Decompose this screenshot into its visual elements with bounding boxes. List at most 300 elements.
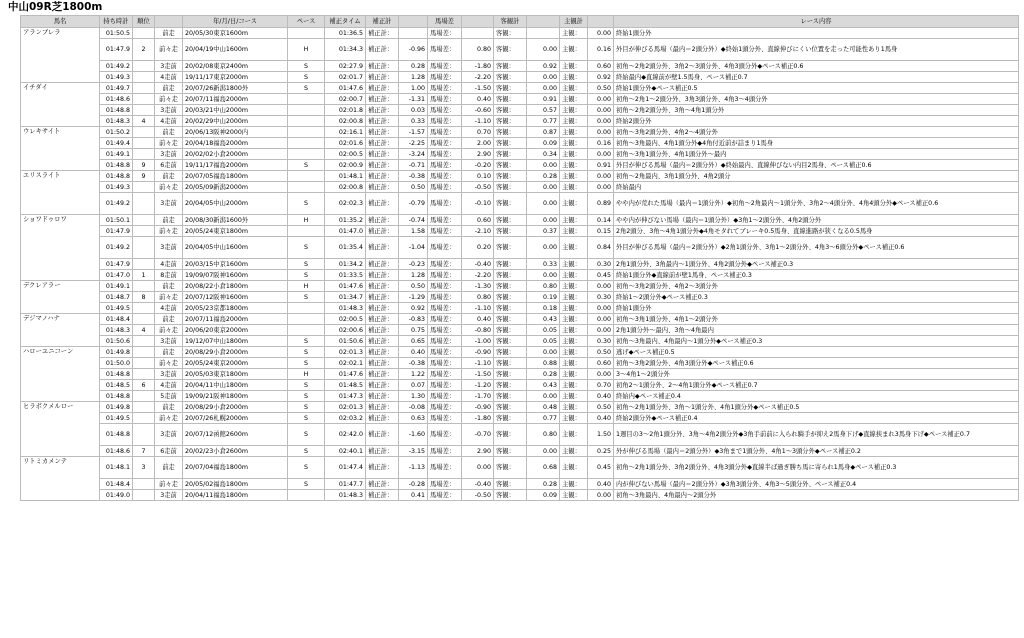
objective-label: 客観： <box>494 369 527 380</box>
track-diff-value <box>462 28 494 39</box>
race-time: 01:48.8 <box>100 391 133 402</box>
subjective-value: 0.45 <box>588 270 614 281</box>
correction-label: 補正計： <box>366 303 399 314</box>
objective-value: 0.91 <box>527 94 560 105</box>
subjective-label: 主観： <box>560 446 588 457</box>
corrected-time: 01:48.3 <box>325 490 366 501</box>
race-notes: 終始1〜2頭分外◆ペース補正0.3 <box>614 292 1019 303</box>
corrected-time: 01:48.5 <box>325 380 366 391</box>
objective-value: 0.00 <box>527 215 560 226</box>
track-diff-label: 馬場差： <box>428 138 462 149</box>
track-diff-label: 馬場差： <box>428 325 462 336</box>
track-diff-label: 馬場差： <box>428 303 462 314</box>
objective-label: 客観： <box>494 358 527 369</box>
objective-value: 0.05 <box>527 325 560 336</box>
race-order: 前々走 <box>155 226 183 237</box>
track-diff-label: 馬場差： <box>428 369 462 380</box>
table-row <box>21 215 1019 226</box>
subjective-value: 0.50 <box>588 402 614 413</box>
finish-rank <box>133 94 155 105</box>
table-row <box>21 39 1019 61</box>
objective-label: 客観： <box>494 281 527 292</box>
table-row <box>21 116 1019 127</box>
subjective-label: 主観： <box>560 138 588 149</box>
race-date-course: 20/04/11福島1800m <box>183 490 288 501</box>
correction-label: 補正計： <box>366 314 399 325</box>
race-notes: 1週目の3〜2角1頭分外、3角〜4角2頭分外◆3角手前前に入られ騎手が抑え2馬身下げ◆直線挟まれ3馬身下げ◆ペース補正0.7 <box>614 424 1019 446</box>
subjective-value: 1.50 <box>588 424 614 446</box>
track-diff-value: -0.20 <box>462 160 494 171</box>
objective-value: 0.00 <box>527 83 560 94</box>
race-order: 3走前 <box>155 149 183 160</box>
track-diff-value: -1.00 <box>462 336 494 347</box>
race-date-course: 20/04/11中山1800m <box>183 380 288 391</box>
correction-value: -0.96 <box>399 39 428 61</box>
track-diff-value: -1.20 <box>462 380 494 391</box>
race-time: 01:49.3 <box>100 182 133 193</box>
race-time: 01:49.3 <box>100 72 133 83</box>
correction-value: 1.22 <box>399 369 428 380</box>
pace <box>288 138 325 149</box>
column-header: ペース <box>288 16 325 28</box>
race-date-course: 20/02/08東京2400m <box>183 61 288 72</box>
correction-label: 補正計： <box>366 105 399 116</box>
track-diff-value: -0.70 <box>462 424 494 446</box>
track-diff-label: 馬場差： <box>428 358 462 369</box>
objective-label: 客観： <box>494 28 527 39</box>
correction-value: 0.50 <box>399 182 428 193</box>
correction-label: 補正計： <box>366 380 399 391</box>
race-notes: やや内が伸びない馬場（最内＝1頭分外）◆3角1〜2頭分外、4角2頭分外 <box>614 215 1019 226</box>
subjective-label: 主観： <box>560 182 588 193</box>
race-order: 前走 <box>155 281 183 292</box>
subjective-value: 0.00 <box>588 490 614 501</box>
pace: H <box>288 215 325 226</box>
subjective-value: 0.00 <box>588 325 614 336</box>
track-diff-value: -0.50 <box>462 182 494 193</box>
race-order: 前々走 <box>155 94 183 105</box>
pace: S <box>288 402 325 413</box>
correction-label: 補正計： <box>366 424 399 446</box>
race-order: 前走 <box>155 171 183 182</box>
race-notes: 内が伸びない馬場（最内＝2頭分外）◆3角3頭分外、4角3〜5頭分外、ペース補正0.4 <box>614 479 1019 490</box>
pace: S <box>288 380 325 391</box>
subjective-value: 0.25 <box>588 446 614 457</box>
subjective-label: 主観： <box>560 193 588 215</box>
table-row <box>21 72 1019 83</box>
finish-rank <box>133 314 155 325</box>
horse-name: ヒラボクメルロー <box>21 402 100 457</box>
corrected-time: 02:01.3 <box>325 347 366 358</box>
table-row <box>21 237 1019 259</box>
correction-label: 補正計： <box>366 39 399 61</box>
subjective-value: 0.00 <box>588 116 614 127</box>
subjective-label: 主観： <box>560 127 588 138</box>
correction-value <box>399 28 428 39</box>
correction-value: -1.13 <box>399 457 428 479</box>
corrected-time: 01:47.7 <box>325 479 366 490</box>
race-date-course: 20/07/05福島1800m <box>183 171 288 182</box>
race-order: 3走前 <box>155 237 183 259</box>
pace <box>288 127 325 138</box>
subjective-value: 0.00 <box>588 149 614 160</box>
corrected-time: 02:00.5 <box>325 149 366 160</box>
race-date-course: 20/07/04福島1800m <box>183 457 288 479</box>
subjective-label: 主観： <box>560 314 588 325</box>
objective-value: 0.18 <box>527 303 560 314</box>
track-diff-value: -0.90 <box>462 347 494 358</box>
objective-value: 0.00 <box>527 270 560 281</box>
track-diff-label: 馬場差： <box>428 314 462 325</box>
pace: S <box>288 237 325 259</box>
column-header <box>588 16 614 28</box>
corrected-time: 01:34.3 <box>325 39 366 61</box>
track-diff-label: 馬場差： <box>428 193 462 215</box>
objective-label: 客観： <box>494 402 527 413</box>
pace <box>288 94 325 105</box>
subjective-label: 主観： <box>560 391 588 402</box>
race-time: 01:48.4 <box>100 479 133 490</box>
table-row <box>21 413 1019 424</box>
subjective-value: 0.40 <box>588 391 614 402</box>
track-diff-label: 馬場差： <box>428 292 462 303</box>
table-row <box>21 94 1019 105</box>
subjective-label: 主観： <box>560 413 588 424</box>
race-time: 01:49.5 <box>100 303 133 314</box>
race-order: 6走前 <box>155 446 183 457</box>
correction-value: 0.41 <box>399 490 428 501</box>
table-row <box>21 490 1019 501</box>
objective-value: 0.28 <box>527 369 560 380</box>
horse-name: エリスライト <box>21 171 100 215</box>
table-row <box>21 314 1019 325</box>
race-table <box>20 15 1019 501</box>
race-notes: 初角2〜1頭分外、2〜4角1頭分外◆ペース補正0.7 <box>614 380 1019 391</box>
correction-value: -0.23 <box>399 259 428 270</box>
race-order: 4走前 <box>155 72 183 83</box>
race-date-course: 20/07/11福島2000m <box>183 314 288 325</box>
race-time: 01:49.1 <box>100 281 133 292</box>
track-diff-value: -0.10 <box>462 193 494 215</box>
objective-label: 客観： <box>494 94 527 105</box>
race-order: 3走前 <box>155 193 183 215</box>
corrected-time: 02:00.9 <box>325 160 366 171</box>
subjective-label: 主観： <box>560 457 588 479</box>
table-row <box>21 402 1019 413</box>
race-order: 6走前 <box>155 160 183 171</box>
race-date-course: 20/04/18福島2000m <box>183 138 288 149</box>
subjective-value: 0.92 <box>588 72 614 83</box>
track-diff-value: -1.30 <box>462 281 494 292</box>
correction-value: -0.28 <box>399 479 428 490</box>
finish-rank: 8 <box>133 292 155 303</box>
finish-rank <box>133 28 155 39</box>
correction-label: 補正計： <box>366 215 399 226</box>
pace: H <box>288 369 325 380</box>
race-order: 5走前 <box>155 391 183 402</box>
pace: S <box>288 160 325 171</box>
race-notes: 初角〜3角最内、4角最内〜2頭分外 <box>614 490 1019 501</box>
race-date-course: 19/12/07中山1800m <box>183 336 288 347</box>
table-row <box>21 347 1019 358</box>
finish-rank <box>133 413 155 424</box>
objective-value: 0.77 <box>527 116 560 127</box>
track-diff-label: 馬場差： <box>428 116 462 127</box>
subjective-label: 主観： <box>560 28 588 39</box>
objective-label: 客観： <box>494 127 527 138</box>
race-notes: 初角〜2角2頭分外、3角〜4角1頭分外 <box>614 105 1019 116</box>
race-notes: 初角〜3角2頭分外、4角2〜4頭分外 <box>614 127 1019 138</box>
subjective-label: 主観： <box>560 303 588 314</box>
finish-rank <box>133 369 155 380</box>
race-notes: 初角〜2角2頭分外、3角2〜3頭分外、4角3頭分外◆ペース補正0.6 <box>614 61 1019 72</box>
race-time: 01:47.9 <box>100 259 133 270</box>
table-row <box>21 149 1019 160</box>
pace <box>288 303 325 314</box>
race-notes: 終始2頭分外◆ペース補正0.4 <box>614 413 1019 424</box>
objective-value: 0.77 <box>527 413 560 424</box>
column-header <box>399 16 428 28</box>
table-row <box>21 391 1019 402</box>
race-time: 01:48.8 <box>100 105 133 116</box>
race-date-course: 19/09/07阪神1600m <box>183 270 288 281</box>
pace: H <box>288 281 325 292</box>
finish-rank <box>133 402 155 413</box>
correction-value: -0.38 <box>399 358 428 369</box>
track-diff-value: 0.60 <box>462 215 494 226</box>
pace <box>288 226 325 237</box>
race-date-course: 20/05/30東京1600m <box>183 28 288 39</box>
track-diff-label: 馬場差： <box>428 490 462 501</box>
table-row <box>21 28 1019 39</box>
track-diff-value: -0.50 <box>462 490 494 501</box>
race-order: 8走前 <box>155 270 183 281</box>
correction-label: 補正計： <box>366 358 399 369</box>
race-date-course: 20/07/12函館2600m <box>183 424 288 446</box>
subjective-label: 主観： <box>560 259 588 270</box>
finish-rank: 4 <box>133 325 155 336</box>
correction-label: 補正計： <box>366 281 399 292</box>
correction-label: 補正計： <box>366 72 399 83</box>
race-order: 前々走 <box>155 292 183 303</box>
table-row <box>21 292 1019 303</box>
correction-label: 補正計： <box>366 149 399 160</box>
track-diff-label: 馬場差： <box>428 446 462 457</box>
track-diff-label: 馬場差： <box>428 281 462 292</box>
race-time: 01:49.8 <box>100 347 133 358</box>
race-notes: 終始1頭分外◆直線前が壁1馬身、ペース補正0.3 <box>614 270 1019 281</box>
subjective-value: 0.16 <box>588 39 614 61</box>
track-diff-value: -0.40 <box>462 259 494 270</box>
finish-rank <box>133 215 155 226</box>
finish-rank <box>133 105 155 116</box>
correction-label: 補正計： <box>366 292 399 303</box>
subjective-label: 主観： <box>560 424 588 446</box>
race-order: 3走前 <box>155 369 183 380</box>
race-time: 01:49.1 <box>100 149 133 160</box>
correction-value: -0.83 <box>399 314 428 325</box>
correction-value: -1.57 <box>399 127 428 138</box>
subjective-value: 0.00 <box>588 28 614 39</box>
race-time: 01:49.5 <box>100 413 133 424</box>
subjective-label: 主観： <box>560 380 588 391</box>
race-date-course: 20/07/12阪神1600m <box>183 292 288 303</box>
race-order: 前走 <box>155 314 183 325</box>
race-notes: 外目が伸びる馬場（最内＝2頭分外）◆2角1頭分外、3角1〜2頭分外、4角3〜6頭分外◆ペース補正0.6 <box>614 237 1019 259</box>
table-row <box>21 226 1019 237</box>
column-header: 馬名 <box>21 16 100 28</box>
pace: S <box>288 193 325 215</box>
correction-label: 補正計： <box>366 402 399 413</box>
track-diff-value: -1.80 <box>462 61 494 72</box>
objective-value: 0.43 <box>527 314 560 325</box>
subjective-label: 主観： <box>560 347 588 358</box>
race-date-course: 19/09/21阪神1800m <box>183 391 288 402</box>
race-notes: やや内が荒れた馬場（最内＝1頭分外）◆初角〜2角最内〜1頭分外、3角2〜4頭分外、4角4頭分外◆ペース補正0.6 <box>614 193 1019 215</box>
table-row <box>21 193 1019 215</box>
correction-label: 補正計： <box>366 413 399 424</box>
track-diff-label: 馬場差： <box>428 413 462 424</box>
subjective-label: 主観： <box>560 83 588 94</box>
table-row <box>21 105 1019 116</box>
correction-label: 補正計： <box>366 479 399 490</box>
finish-rank <box>133 281 155 292</box>
objective-label: 客観： <box>494 193 527 215</box>
race-date-course: 20/04/19中山1600m <box>183 39 288 61</box>
correction-value: 1.00 <box>399 83 428 94</box>
finish-rank <box>133 490 155 501</box>
table-row <box>21 270 1019 281</box>
correction-label: 補正計： <box>366 336 399 347</box>
race-order: 前々走 <box>155 182 183 193</box>
objective-label: 客観： <box>494 226 527 237</box>
race-time: 01:47.9 <box>100 39 133 61</box>
pace: S <box>288 72 325 83</box>
subjective-label: 主観： <box>560 369 588 380</box>
track-diff-value: 0.40 <box>462 94 494 105</box>
corrected-time: 02:02.3 <box>325 193 366 215</box>
finish-rank: 9 <box>133 160 155 171</box>
corrected-time: 01:34.2 <box>325 259 366 270</box>
race-notes: 初角〜3角1頭分外、4角1〜2頭分外 <box>614 314 1019 325</box>
subjective-label: 主観： <box>560 61 588 72</box>
table-body <box>21 28 1019 501</box>
objective-label: 客観： <box>494 347 527 358</box>
track-diff-value: 0.80 <box>462 292 494 303</box>
pace: S <box>288 457 325 479</box>
race-time: 01:48.3 <box>100 325 133 336</box>
race-date-course: 20/03/21中山2000m <box>183 105 288 116</box>
objective-value: 0.00 <box>527 182 560 193</box>
objective-label: 客観： <box>494 61 527 72</box>
correction-value: 0.65 <box>399 336 428 347</box>
correction-value: 0.28 <box>399 61 428 72</box>
objective-value: 0.09 <box>527 138 560 149</box>
track-diff-value: -0.60 <box>462 105 494 116</box>
column-header: 馬場差 <box>428 16 462 28</box>
finish-rank <box>133 193 155 215</box>
track-diff-value: 0.00 <box>462 457 494 479</box>
race-notes: 初角〜3角2頭分外、4角3頭分外◆ペース補正0.6 <box>614 358 1019 369</box>
track-diff-value: 0.40 <box>462 314 494 325</box>
finish-rank <box>133 259 155 270</box>
race-order: 3走前 <box>155 490 183 501</box>
subjective-label: 主観： <box>560 171 588 182</box>
subjective-value: 0.50 <box>588 347 614 358</box>
race-time: 01:50.6 <box>100 336 133 347</box>
corrected-time: 01:50.6 <box>325 336 366 347</box>
table-row <box>21 303 1019 314</box>
objective-value: 0.48 <box>527 402 560 413</box>
pace <box>288 314 325 325</box>
objective-label: 客観： <box>494 457 527 479</box>
race-order: 前走 <box>155 457 183 479</box>
objective-value: 0.00 <box>527 446 560 457</box>
race-time: 01:49.2 <box>100 61 133 72</box>
objective-label: 客観： <box>494 292 527 303</box>
corrected-time: 01:47.0 <box>325 226 366 237</box>
corrected-time: 01:36.5 <box>325 28 366 39</box>
track-diff-value: -2.20 <box>462 72 494 83</box>
corrected-time: 02:00.8 <box>325 116 366 127</box>
race-time: 01:49.8 <box>100 402 133 413</box>
race-date-course: 20/02/29中山2000m <box>183 116 288 127</box>
correction-label: 補正計： <box>366 490 399 501</box>
pace: S <box>288 83 325 94</box>
race-date-course: 20/08/30新潟1600外 <box>183 215 288 226</box>
subjective-value: 0.00 <box>588 281 614 292</box>
race-date-course: 20/07/26札幌2000m <box>183 413 288 424</box>
subjective-value: 0.00 <box>588 171 614 182</box>
race-notes: 初角〜2角最内、3角1頭分外、4角2頭分 <box>614 171 1019 182</box>
finish-rank <box>133 336 155 347</box>
correction-label: 補正計： <box>366 237 399 259</box>
corrected-time: 01:47.6 <box>325 281 366 292</box>
race-order: 4走前 <box>155 380 183 391</box>
objective-value: 0.34 <box>527 149 560 160</box>
table-row <box>21 171 1019 182</box>
pace <box>288 325 325 336</box>
subjective-value: 0.91 <box>588 160 614 171</box>
track-diff-value: -1.70 <box>462 391 494 402</box>
column-header: 補正タイム <box>325 16 366 28</box>
column-header <box>155 16 183 28</box>
subjective-value: 0.15 <box>588 226 614 237</box>
track-diff-value: -1.10 <box>462 358 494 369</box>
subjective-label: 主観： <box>560 72 588 83</box>
table-row <box>21 138 1019 149</box>
track-diff-label: 馬場差： <box>428 259 462 270</box>
correction-value: 0.07 <box>399 380 428 391</box>
objective-value: 0.88 <box>527 358 560 369</box>
subjective-label: 主観： <box>560 358 588 369</box>
race-notes: 2角2頭分、3角〜4角1頭分外◆4角モタれてブレーキ0.5馬身、直線進路が狭くなる0.5馬身 <box>614 226 1019 237</box>
objective-value <box>527 28 560 39</box>
race-date-course: 20/02/02小倉2000m <box>183 149 288 160</box>
track-diff-label: 馬場差： <box>428 270 462 281</box>
race-time: 01:48.5 <box>100 380 133 391</box>
race-notes: 初角〜3角最内、4角最内〜1頭分外◆ペース補正0.3 <box>614 336 1019 347</box>
race-date-course: 20/08/29小倉2000m <box>183 402 288 413</box>
correction-label: 補正計： <box>366 369 399 380</box>
correction-value: -0.79 <box>399 193 428 215</box>
subjective-label: 主観： <box>560 226 588 237</box>
table-row <box>21 369 1019 380</box>
race-order: 前走 <box>155 83 183 94</box>
race-date-course: 19/11/17福島2000m <box>183 160 288 171</box>
subjective-value: 0.00 <box>588 369 614 380</box>
race-notes: 外が伸びる馬場（最内＝2頭分外）◆3角まで1頭分外、4角1〜3頭分外◆ペース補正0.2 <box>614 446 1019 457</box>
